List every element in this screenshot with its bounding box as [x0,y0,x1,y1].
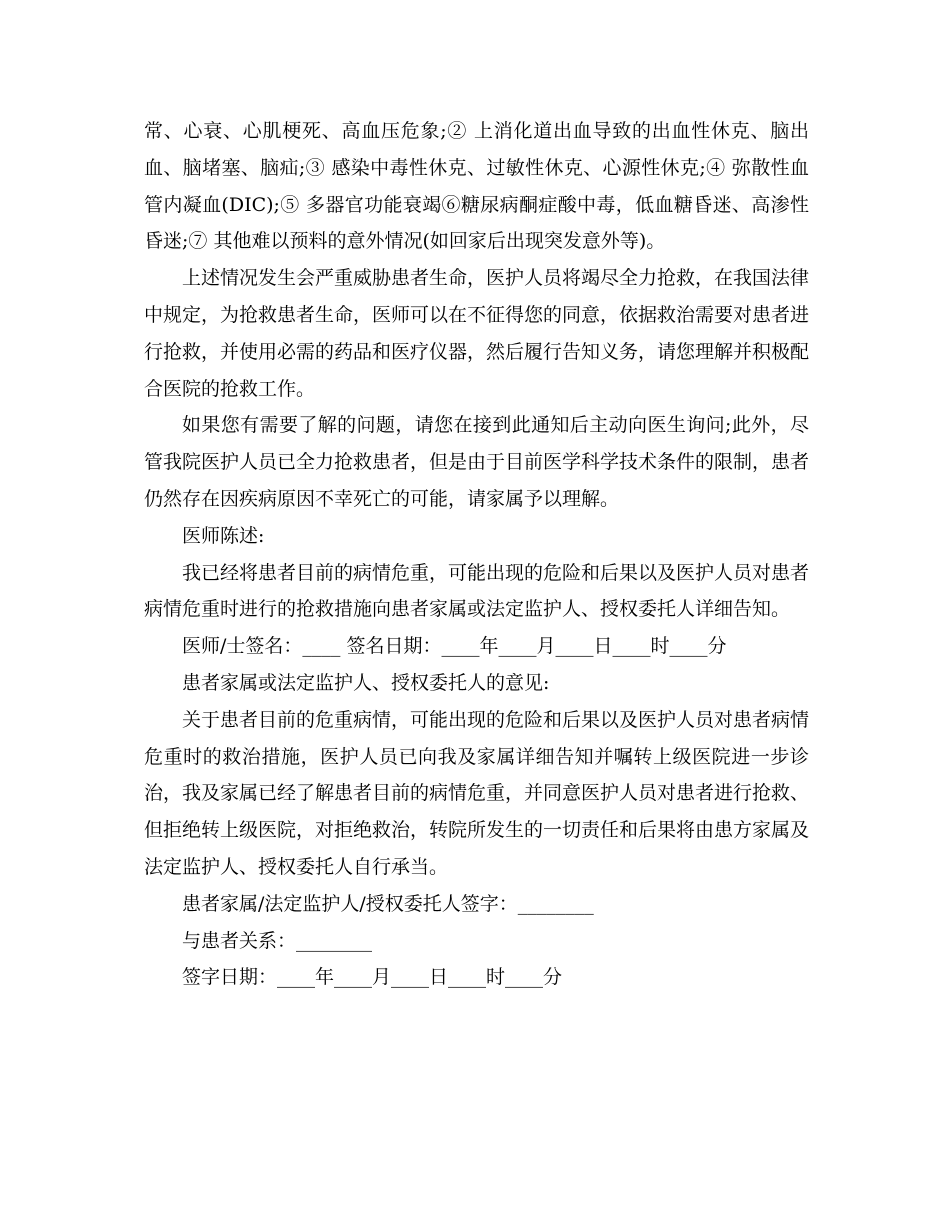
family-opinion-heading: 患者家属或法定监护人、授权委托人的意见: [182,671,550,694]
doctor-statement-heading: 医师陈述: [182,524,265,547]
family-opinion-text: 关于患者目前的危重病情，可能出现的危险和后果以及医护人员对患者病情危重时的救治措施，医护人员已向我及家属详细告知并嘱转上级医院进一步诊治，我及家属已经了解患者目前的病情危重，并同意医护人员对患者进行抢救、但拒绝转上级医院，对拒绝救治，转院所发生的一切责任和后果将由患方家属及法定监护人、授权委托人自行承当。 [144,708,810,878]
paragraph-emergency-conditions: 常、心衰、心肌梗死、高血压危象;② 上消化道出血导致的出血性休克、脑出血、脑堵塞、脑疝;③ 感染中毒性休克、过敏性休克、心源性休克;④ 弥散性血管内凝血(DIC);⑤ 多器官功能衰竭⑥糖尿病酮症酸中毒，低血糖昏迷、高渗性昏迷;⑦ 其他难以预料的意外情况(如回家后出现突发意外等)。 [144,120,809,253]
doctor-signature-line: 医师/士签名：____ 签名日期：____年____月____日____时____分 [182,635,727,658]
doctor-statement-text: 我已经将患者目前的病情危重，可能出现的危险和后果以及医护人员对患者病情危重时进行的抢救措施向患者家属或法定监护人、授权委托人详细告知。 [144,561,810,621]
document-body [144,113,809,996]
relationship-line: 与患者关系：________ [182,929,373,952]
signature-date-line: 签字日期：____年____月____日____时____分 [182,966,563,989]
paragraph-rescue-notice: 上述情况发生会严重威胁患者生命，医护人员将竭尽全力抢救，在我国法律中规定，为抢救患者生命，医师可以在不征得您的同意，依据救治需要对患者进行抢救，并使用必需的药品和医疗仪器，然后履行告知义务，请您理解并积极配合医院的抢救工作。 [144,267,810,400]
family-signature-line: 患者家属/法定监护人/授权委托人签字：________ [182,892,594,915]
paragraph-questions-notice: 如果您有需要了解的问题，请您在接到此通知后主动向医生询问;此外，尽管我院医护人员已全力抢救患者，但是由于目前医学科学技术条件的限制，患者仍然存在因疾病原因不幸死亡的可能，请家属予以理解。 [144,414,810,510]
